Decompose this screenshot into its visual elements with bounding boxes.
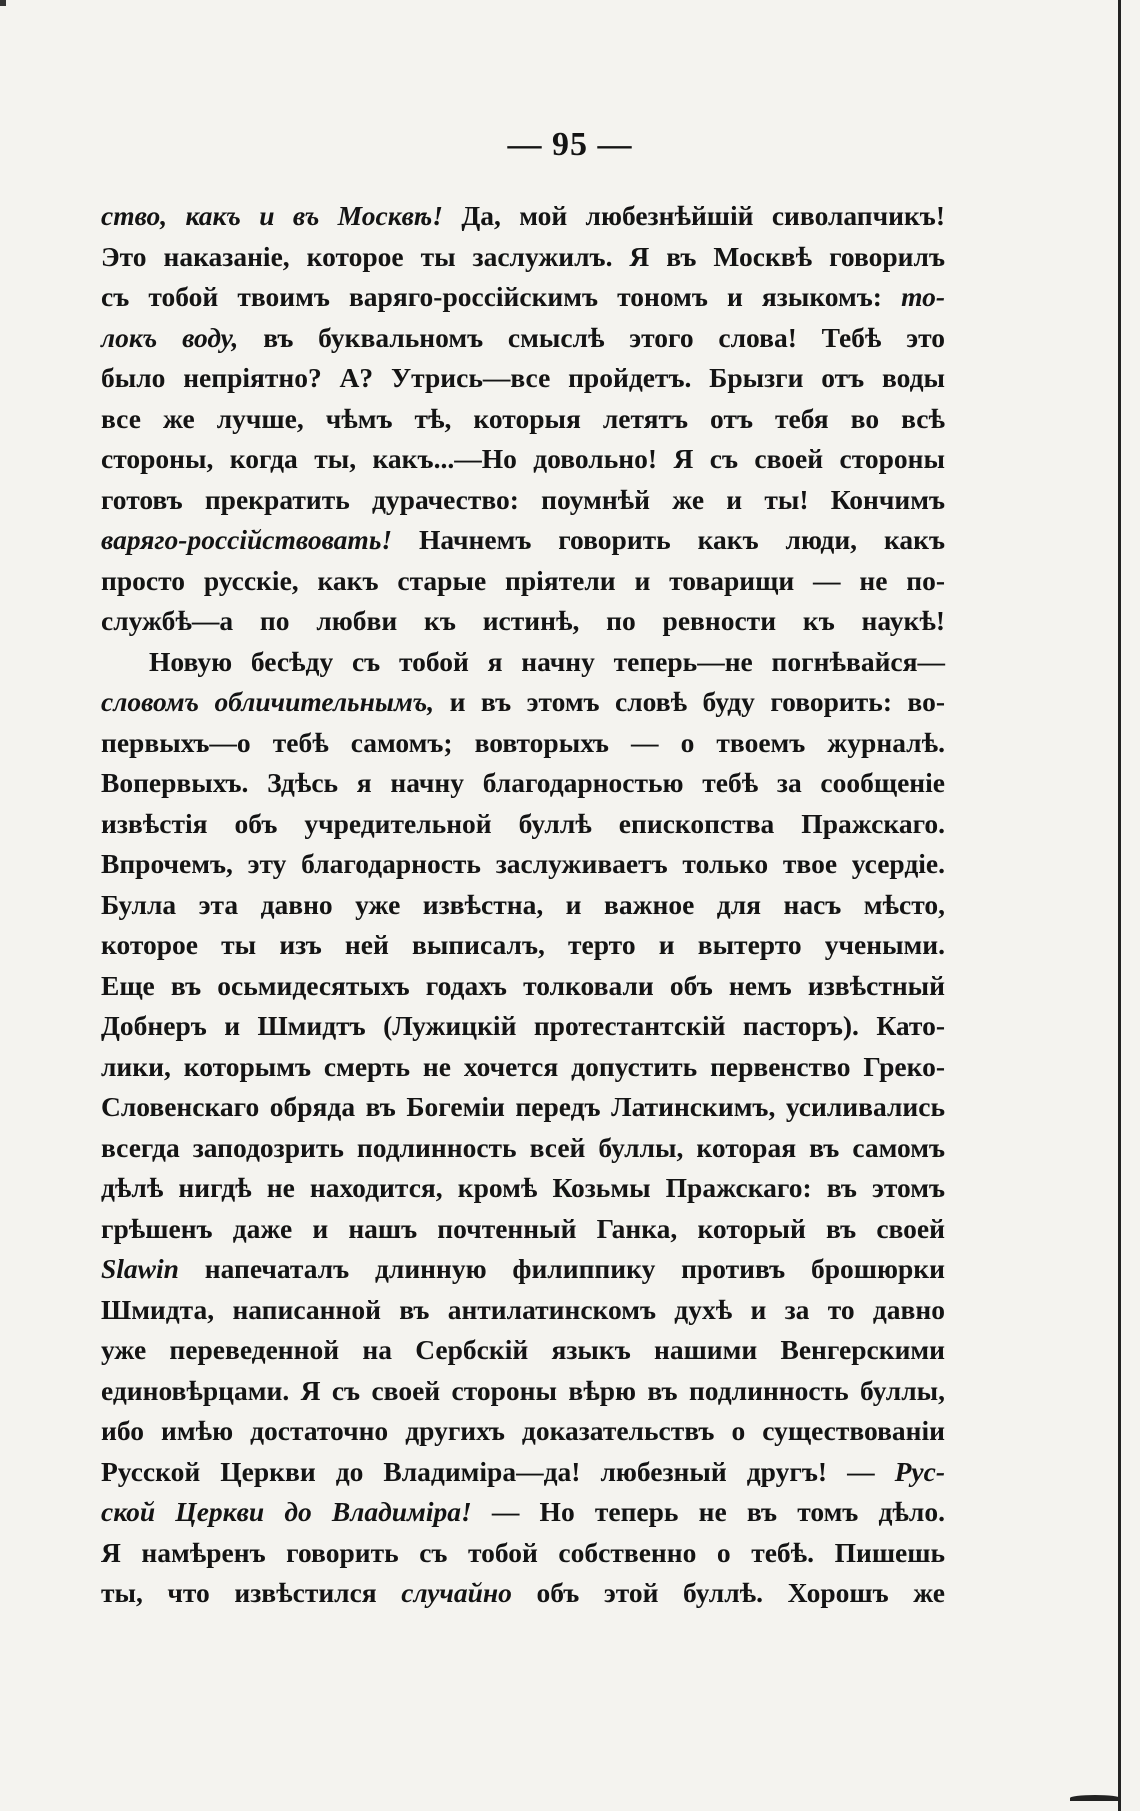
text-span: уже переведенной на Сербскій языкъ нашими Венгерскими (101, 1334, 945, 1365)
text-line (101, 1006, 945, 1047)
text-line (101, 642, 945, 683)
text-span: грѣшенъ даже и нашъ почтенный Ганка, который въ своей (101, 1212, 945, 1244)
text-line (101, 966, 945, 1007)
italic-text: Slawin (101, 1253, 179, 1284)
text-line (101, 723, 945, 764)
text-span: ибо имѣю достаточно другихъ доказательствъ о существованіи (101, 1415, 945, 1446)
scan-smudge (1070, 1795, 1120, 1801)
text-line (101, 439, 945, 480)
italic-text: локъ воду, (101, 321, 239, 353)
page-edge-line (1118, 0, 1121, 1811)
italic-text: Рус- (894, 1455, 945, 1487)
text-span: первыхъ—о тебѣ самомъ; вовторыхъ — о твоемъ журналѣ. (101, 726, 945, 758)
text-span: Новую бесѣду съ тобой я начну теперь—не погнѣвайся— (149, 645, 945, 677)
text-span: Добнеръ и Шмидтъ (Лужицкій протестантскій пасторъ). Като- (101, 1010, 945, 1041)
text-line (101, 480, 945, 521)
italic-text: варяго-россійствовать! (101, 524, 393, 555)
text-line (101, 318, 945, 359)
text-span: Еще въ осьмидесятыхъ годахъ толковали объ немъ извѣстный (101, 969, 945, 1001)
italic-text: ской Церкви до Владиміра! (101, 1496, 472, 1527)
text-span: было непріятно? А? Утрись—все пройдетъ. Брызги отъ воды (101, 362, 945, 393)
text-span: дѣлѣ нигдѣ не находится, кромѣ Козьмы Пражскаго: въ этомъ (101, 1172, 945, 1203)
text-span: Шмидта, написанной въ антилатинскомъ духѣ и за то давно (101, 1293, 945, 1325)
text-span: Вопервыхъ. Здѣсь я начну благодарностью тебѣ за сообщеніе (101, 767, 945, 798)
italic-text: словомъ обличительнымъ, (101, 686, 435, 717)
text-span: которое ты изъ ней выписалъ, терто и вытерто учеными. (101, 929, 945, 960)
text-line (101, 358, 945, 399)
text-span: Впрочемъ, эту благодарность заслуживаетъ только твое усердіе. (101, 848, 945, 879)
scan-corner-mark (0, 0, 6, 6)
text-line (101, 1573, 945, 1614)
text-line (101, 399, 945, 440)
italic-text: ство, какъ и въ Москвѣ! (101, 200, 443, 231)
text-span: Это наказаніе, которое ты заслужилъ. Я въ Москвѣ говорилъ (101, 240, 945, 272)
text-line (101, 763, 945, 804)
text-span: напечаталъ длинную филиппику противъ брошюрки (178, 1253, 945, 1284)
italic-text: то- (901, 281, 945, 312)
text-line (101, 1533, 945, 1574)
text-line (101, 1209, 945, 1250)
text-span: службѣ—а по любви къ истинѣ, по ревности къ наукѣ! (101, 605, 945, 636)
text-line (101, 885, 945, 926)
text-line (101, 682, 945, 723)
text-line (101, 1411, 945, 1452)
text-span: все же лучше, чѣмъ тѣ, которыя летятъ отъ тебя во всѣ (101, 402, 945, 434)
text-line (101, 1087, 945, 1128)
text-span: Русской Церкви до Владиміра—да! любезный другъ! — (101, 1455, 895, 1487)
text-line (101, 1330, 945, 1371)
text-span: и въ этомъ словѣ буду говорить: во- (434, 686, 946, 717)
text-span: объ этой буллѣ. Хорошъ же (511, 1577, 945, 1608)
text-line (101, 1290, 945, 1331)
text-line (101, 561, 945, 602)
text-span: просто русскіе, какъ старые пріятели и товарищи — не по- (101, 564, 945, 596)
text-line (101, 1452, 945, 1493)
text-line (101, 1128, 945, 1169)
text-span: стороны, когда ты, какъ...—Но довольно! Я съ своей стороны (101, 443, 945, 474)
text-span: въ буквальномъ смыслѣ этого слова! Тебѣ это (238, 321, 945, 353)
text-line (101, 237, 945, 278)
italic-text: случайно (401, 1577, 512, 1608)
text-line (101, 1047, 945, 1088)
text-span: извѣстія объ учредительной буллѣ епископства Пражскаго. (101, 807, 945, 839)
body-text (101, 196, 945, 1614)
text-span: Да, мой любезнѣйшій сиволапчикъ! (442, 200, 945, 231)
text-span: всегда заподозрить подлинность всей буллы, которая въ самомъ (101, 1131, 945, 1163)
text-line (101, 1492, 945, 1533)
text-line (101, 1168, 945, 1209)
text-line (101, 804, 945, 845)
text-line (101, 601, 945, 642)
text-span: Я намѣренъ говорить съ тобой собственно о тебѣ. Пишешь (101, 1536, 945, 1568)
text-line (101, 1249, 945, 1290)
text-span: ты, что извѣстился (101, 1577, 402, 1608)
text-line (101, 844, 945, 885)
text-span: съ тобой твоимъ варяго-россійскимъ тономъ и языкомъ: (101, 281, 902, 312)
text-line (101, 925, 945, 966)
text-span: — Но теперь не въ томъ дѣло. (471, 1496, 945, 1527)
text-span: Начнемъ говорить какъ люди, какъ (392, 524, 945, 555)
text-span: Словенскаго обряда въ Богеміи передъ Латинскимъ, усиливались (101, 1091, 945, 1122)
text-line (101, 196, 945, 237)
text-span: Булла эта давно уже извѣстна, и важное для насъ мѣсто, (101, 888, 945, 920)
page-number: — 95 — (507, 126, 633, 163)
text-line (101, 1371, 945, 1412)
text-line (101, 520, 945, 561)
text-line (101, 277, 945, 318)
text-span: готовъ прекратить дурачество: поумнѣй же и ты! Кончимъ (101, 483, 945, 515)
text-span: лики, которымъ смерть не хочется допустить первенство Греко- (101, 1050, 945, 1082)
text-span: единовѣрцами. Я съ своей стороны вѣрю въ подлинность буллы, (101, 1374, 945, 1406)
